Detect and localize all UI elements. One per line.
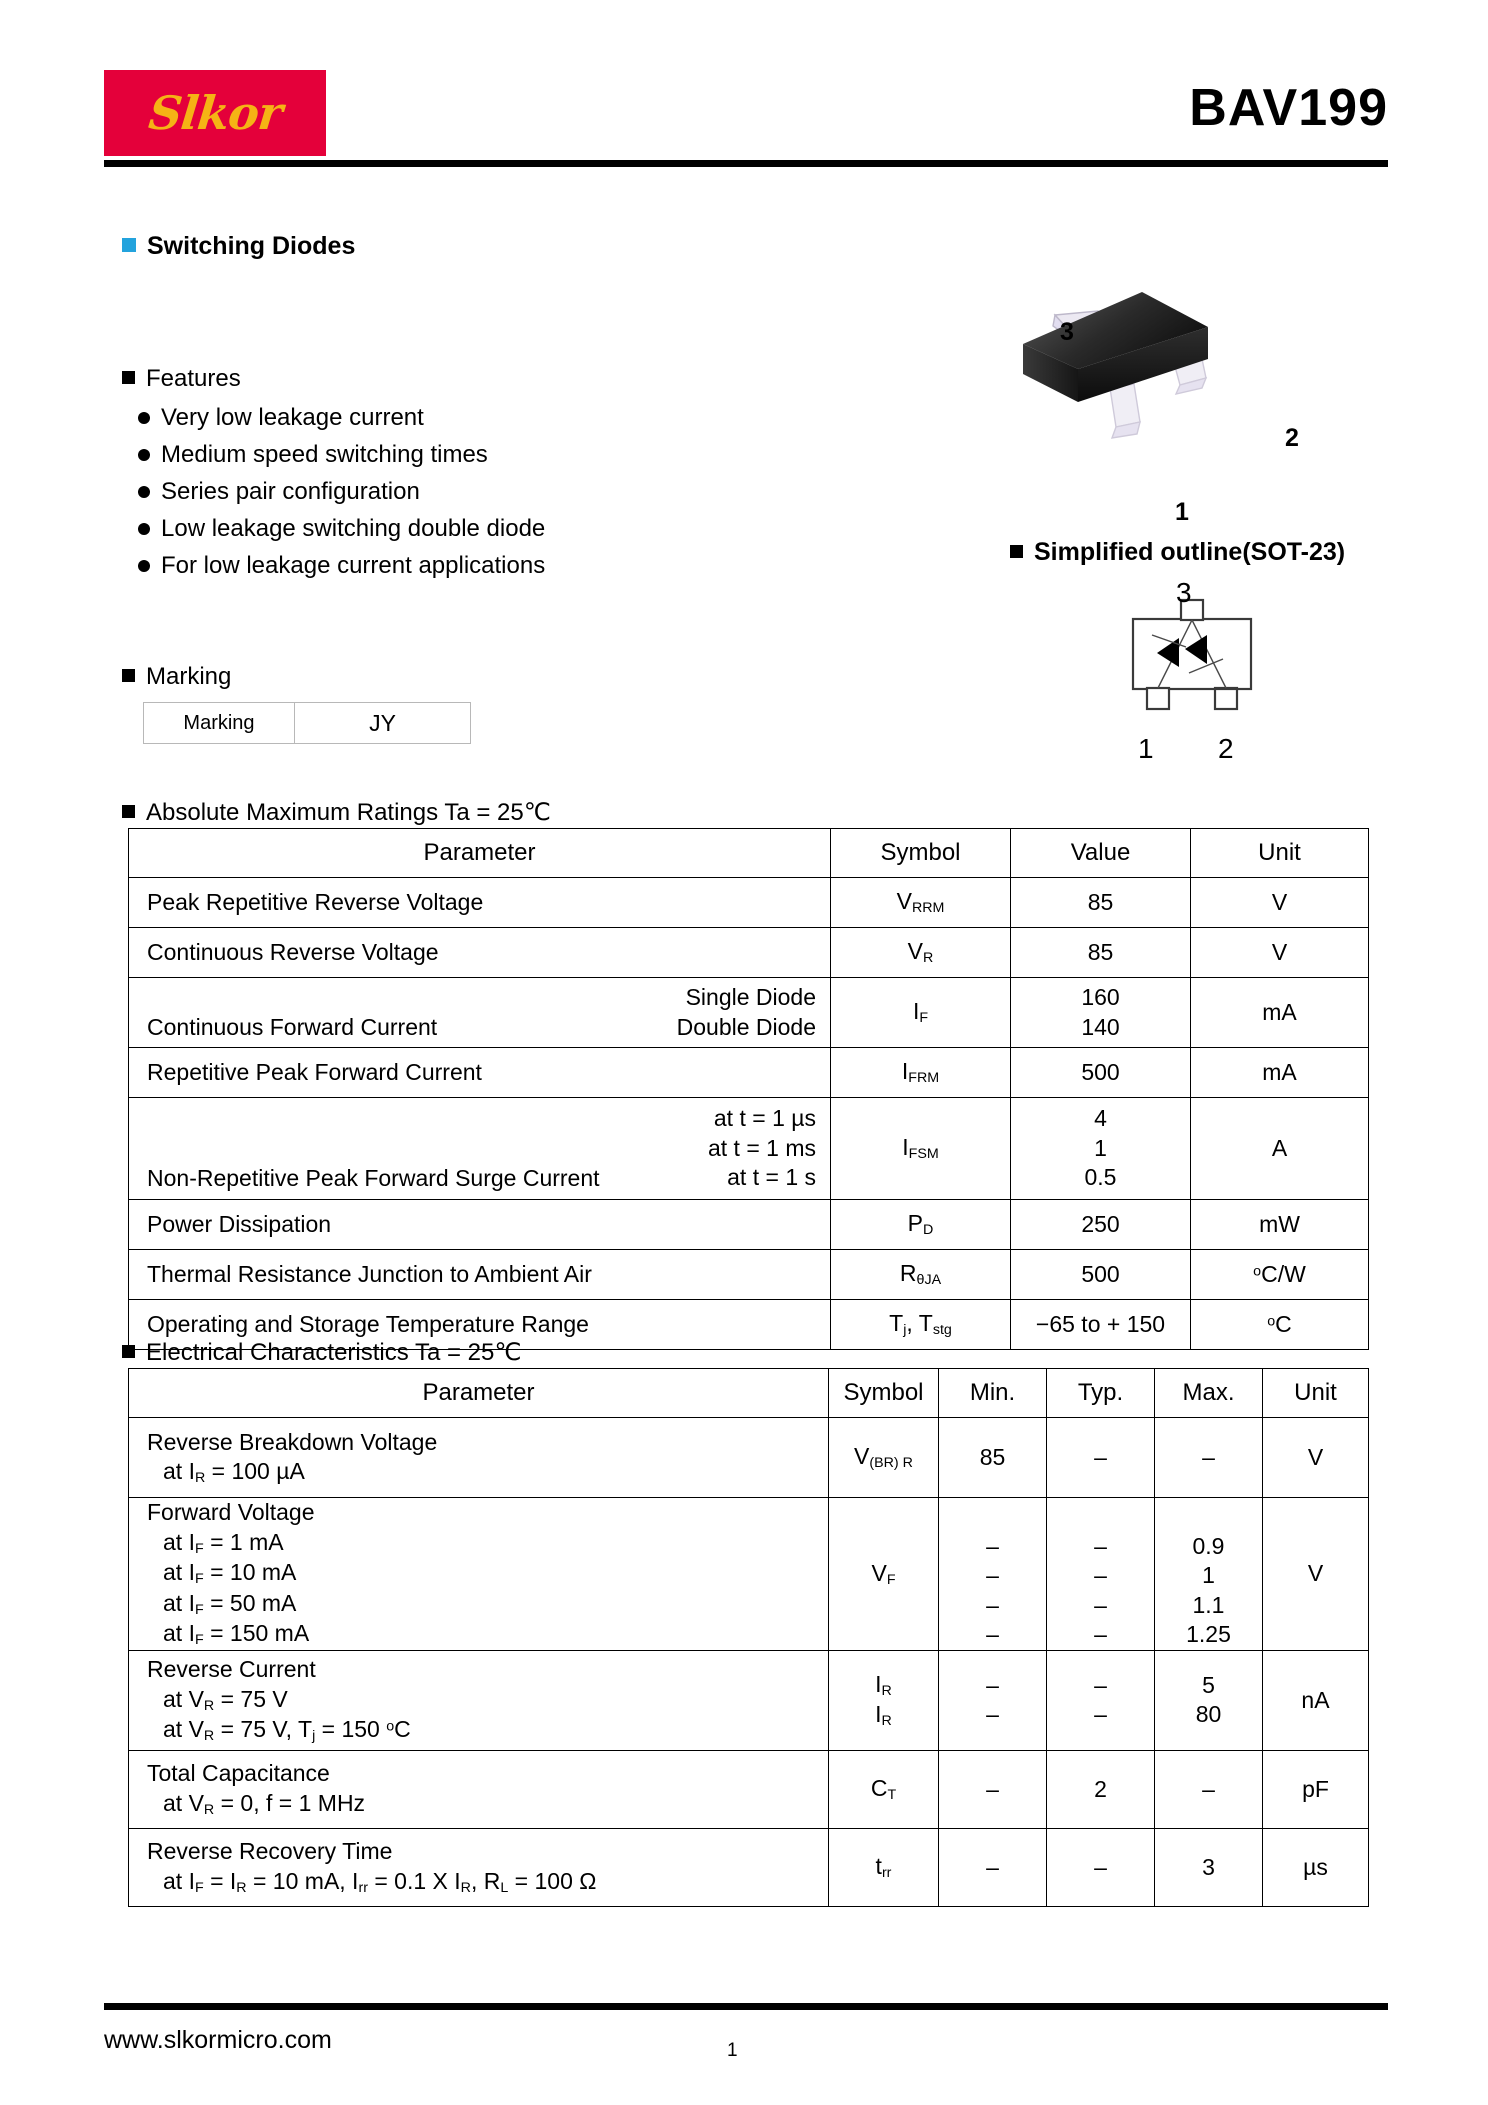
table-row (129, 1650, 1369, 1750)
table-row (129, 1200, 1369, 1250)
footer-url[interactable]: www.slkormicro.com (104, 2026, 332, 2054)
feature-item (138, 478, 420, 506)
package-pin-1-label: 1 (1175, 498, 1189, 526)
table-row (129, 1098, 1369, 1200)
typ-cell: – – (1047, 1650, 1155, 1750)
symbol-cell: $V_R$ (831, 928, 1011, 978)
max-cell: 0.9 1 1.1 1.25 (1155, 1498, 1263, 1651)
value-line: 160 (1081, 984, 1120, 1011)
schematic-pin-2-label: 2 (1218, 733, 1234, 764)
symbol-cell: $C_T$ (829, 1750, 939, 1828)
unit-cell: pF (1263, 1750, 1369, 1828)
symbol-cell: $V_{(BR) R}$ (829, 1418, 939, 1498)
param-cell (129, 1498, 829, 1651)
category-label: Switching Diodes (147, 232, 356, 260)
condition-line: at $I_F = 10$ mA (163, 1559, 297, 1588)
condition-line: Double Diode (676, 1013, 816, 1040)
min-cell: – (939, 1828, 1047, 1906)
value-cell: 500 (1011, 1250, 1191, 1300)
max-cell: – (1155, 1750, 1263, 1828)
typ-cell: – (1047, 1828, 1155, 1906)
table-row (129, 1828, 1369, 1906)
min-cell: 85 (939, 1418, 1047, 1498)
param-label: Total Capacitance (147, 1760, 330, 1787)
condition-line: Single Diode (685, 983, 816, 1010)
round-bullet-icon (138, 449, 150, 461)
round-bullet-icon (138, 523, 150, 535)
param-cell: Thermal Resistance Junction to Ambient Air (129, 1250, 831, 1300)
table-row (129, 928, 1369, 978)
slkor-logo (104, 70, 326, 156)
symbol-cell: $P_D$ (831, 1200, 1011, 1250)
param-label: Continuous Forward Current (147, 1013, 438, 1040)
unit-cell: V (1263, 1498, 1369, 1651)
logo-text: Slkor (145, 86, 285, 140)
feature-label: Low leakage switching double diode (161, 515, 546, 542)
feature-label: Very low leakage current (161, 404, 424, 431)
unit-cell: µs (1263, 1828, 1369, 1906)
condition-line: at $I_F = I_R = 10$ mA, $I_{rr} = 0.1$ X $I_R$, $R_L = 100$ Ω (163, 1867, 597, 1896)
param-cell (129, 978, 831, 1048)
value-line: 1 (1094, 1134, 1107, 1161)
condition-line: at $I_F = 50$ mA (163, 1589, 297, 1618)
table-header-row (129, 829, 1369, 878)
param-conditions (677, 983, 816, 1043)
condition-line: at $V_R = 0$, f = 1 MHz (163, 1789, 366, 1818)
col-unit: Unit (1191, 829, 1369, 878)
param-cell (129, 1418, 829, 1498)
square-bullet-icon (122, 669, 135, 682)
unit-cell: V (1263, 1418, 1369, 1498)
typ-cell: – (1047, 1418, 1155, 1498)
param-label: Reverse Breakdown Voltage (147, 1428, 438, 1455)
col-symbol: Symbol (831, 829, 1011, 878)
symbol-cell: $I_{FSM}$ (831, 1098, 1011, 1200)
unit-cell: nA (1263, 1650, 1369, 1750)
min-cell: – – (939, 1650, 1047, 1750)
package-pin-2-label: 2 (1285, 424, 1299, 452)
schematic-pin-1-label: 1 (1138, 733, 1154, 764)
param-cell: Operating and Storage Temperature Range (129, 1300, 831, 1350)
feature-label: Medium speed switching times (161, 441, 488, 468)
electrical-characteristics-table (128, 1368, 1369, 1907)
table-row (144, 703, 471, 744)
param-cell: Peak Repetitive Reverse Voltage (129, 878, 831, 928)
package-caption (1010, 538, 1345, 567)
round-bullet-icon (138, 412, 150, 424)
param-cell (129, 1828, 829, 1906)
unit-cell: mW (1191, 1200, 1369, 1250)
footer-page-number: 1 (727, 2040, 738, 2061)
page-title: BAV199 (1189, 79, 1388, 137)
electrical-characteristics-heading (122, 1338, 521, 1367)
condition-line: at t = 1 s (727, 1164, 816, 1191)
symbol-cell: $T_j$, $T_{stg}$ (831, 1300, 1011, 1350)
param-label: Reverse Current (147, 1656, 316, 1683)
square-bullet-icon (122, 371, 135, 384)
square-bullet-icon (122, 238, 136, 252)
electrical-characteristics-heading-label: Electrical Characteristics Ta = 25℃ (146, 1339, 522, 1366)
table-row (129, 1750, 1369, 1828)
symbol-cell: $R_{\theta JA}$ (831, 1250, 1011, 1300)
condition-line: at t = 1 µs (713, 1104, 816, 1131)
package-outline-image (1020, 288, 1290, 478)
category-heading (122, 232, 355, 261)
feature-item (138, 441, 488, 469)
marking-table (143, 702, 471, 744)
symbol-cell: $I_F$ (831, 978, 1011, 1048)
value-cell: 85 (1011, 928, 1191, 978)
value-line: 140 (1081, 1013, 1120, 1040)
col-unit: Unit (1263, 1369, 1369, 1418)
feature-item (138, 552, 545, 580)
unit-cell: V (1191, 928, 1369, 978)
max-cell: 5 80 (1155, 1650, 1263, 1750)
unit-cell: V (1191, 878, 1369, 928)
param-cell (129, 1750, 829, 1828)
param-label: Non-Repetitive Peak Forward Surge Current (147, 1164, 600, 1191)
schematic-symbol (1125, 595, 1260, 735)
marking-label-cell: Marking (144, 703, 295, 744)
table-row (129, 1250, 1369, 1300)
unit-cell: A (1191, 1098, 1369, 1200)
symbol-cell: $t_{rr}$ (829, 1828, 939, 1906)
square-bullet-icon (1010, 545, 1023, 558)
feature-label: For low leakage current applications (161, 552, 546, 579)
col-value: Value (1011, 829, 1191, 878)
param-cell (129, 1650, 829, 1750)
symbol-cell: $V_{RRM}$ (831, 878, 1011, 928)
value-cell: 250 (1011, 1200, 1191, 1250)
param-conditions (708, 1104, 816, 1194)
round-bullet-icon (138, 560, 150, 572)
footer-divider (104, 2003, 1388, 2010)
condition-line: at $I_F = 150$ mA (163, 1619, 310, 1649)
features-heading-label: Features (146, 365, 241, 392)
table-header-row (129, 1369, 1369, 1418)
max-cell: 3 (1155, 1828, 1263, 1906)
header-divider (104, 160, 1388, 167)
condition-line: at $I_F = 1$ mA (163, 1528, 284, 1557)
table-row (129, 878, 1369, 928)
value-cell: 85 (1011, 878, 1191, 928)
value-cell: −65 to + 150 (1011, 1300, 1191, 1350)
symbol-cell: $I_R$ $I_R$ (829, 1650, 939, 1750)
unit-cell: mA (1191, 978, 1369, 1048)
unit-cell: $^o$C/W (1191, 1250, 1369, 1300)
value-line: 4 (1094, 1105, 1107, 1132)
param-label: Forward Voltage (147, 1499, 315, 1526)
param-cell (129, 1098, 831, 1200)
col-symbol: Symbol (829, 1369, 939, 1418)
condition-line: at t = 1 ms (707, 1134, 816, 1161)
param-label: Reverse Recovery Time (147, 1838, 393, 1865)
condition-line: at $V_R = 75$ V, $T_j = 150$ $^o$C (163, 1715, 411, 1745)
max-cell: – (1155, 1418, 1263, 1498)
param-cell: Continuous Reverse Voltage (129, 928, 831, 978)
package-pin-3-label: 3 (1060, 318, 1074, 346)
typ-cell: 2 (1047, 1750, 1155, 1828)
table-row (129, 1048, 1369, 1098)
marking-value-cell: JY (295, 703, 471, 744)
symbol-cell: $V_F$ (829, 1498, 939, 1651)
value-cell (1011, 978, 1191, 1048)
schematic-pin-3-label: 3 (1176, 577, 1192, 608)
feature-item (138, 404, 424, 432)
unit-cell: $^o$C (1191, 1300, 1369, 1350)
col-parameter: Parameter (129, 829, 831, 878)
square-bullet-icon (122, 805, 135, 818)
table-row (129, 1498, 1369, 1651)
param-cell: Repetitive Peak Forward Current (129, 1048, 831, 1098)
condition-line: at $V_R = 75$ V (163, 1685, 288, 1714)
col-max: Max. (1155, 1369, 1263, 1418)
table-row (129, 1418, 1369, 1498)
unit-cell: mA (1191, 1048, 1369, 1098)
table-row (129, 978, 1369, 1048)
value-cell: 500 (1011, 1048, 1191, 1098)
page-header (0, 0, 1488, 180)
typ-cell: – – – – (1047, 1498, 1155, 1651)
condition-line: at $I_R = 100$ µA (163, 1458, 305, 1487)
feature-label: Series pair configuration (161, 478, 420, 505)
value-line: 0.5 (1084, 1164, 1117, 1191)
features-heading (122, 365, 241, 393)
min-cell: – (939, 1750, 1047, 1828)
package-caption-label: Simplified outline(SOT-23) (1034, 538, 1346, 566)
marking-heading (122, 663, 231, 691)
abs-max-ratings-heading-label: Absolute Maximum Ratings Ta = 25℃ (146, 799, 551, 826)
feature-item (138, 515, 545, 543)
col-parameter: Parameter (129, 1369, 829, 1418)
col-min: Min. (939, 1369, 1047, 1418)
abs-max-ratings-table (128, 828, 1369, 1350)
param-cell: Power Dissipation (129, 1200, 831, 1250)
value-cell (1011, 1098, 1191, 1200)
abs-max-ratings-heading (122, 798, 551, 827)
min-cell: – – – – (939, 1498, 1047, 1651)
symbol-cell: $I_{FRM}$ (831, 1048, 1011, 1098)
marking-heading-label: Marking (146, 663, 232, 690)
round-bullet-icon (138, 486, 150, 498)
square-bullet-icon (122, 1345, 135, 1358)
col-typ: Typ. (1047, 1369, 1155, 1418)
